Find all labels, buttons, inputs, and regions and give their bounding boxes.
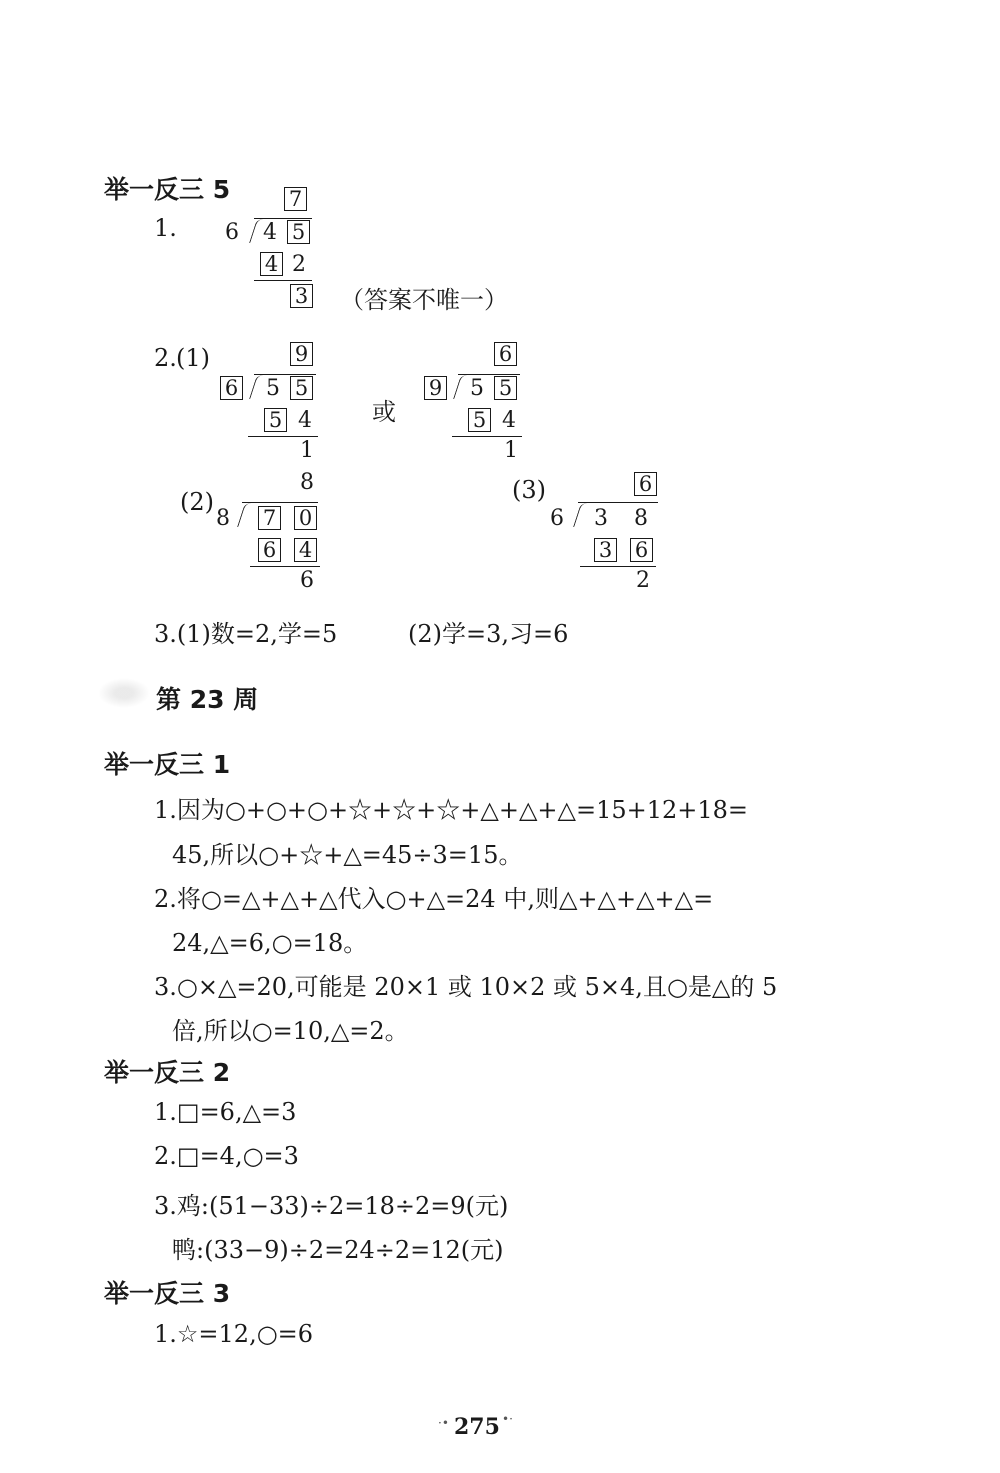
page-footer	[430, 1408, 530, 1448]
sec1-line-2b: 24,△=6,○=18。	[172, 929, 368, 957]
sec2-line-3a: 3.鸡:(51−33)÷2=18÷2=9(元)	[154, 1192, 509, 1220]
q2c-division	[214, 468, 324, 598]
q1-dividend-box: 5	[287, 220, 310, 244]
q2b-division	[422, 336, 532, 466]
q2c-product-box-1: 6	[258, 538, 281, 562]
q3-part2: (2)学=3,习=6	[408, 620, 569, 648]
sec1-line-2a: 2.将○=△+△+△代入○+△=24 中,则△+△+△+△=	[154, 885, 714, 913]
q2d-division	[546, 470, 666, 600]
sec3-line-1: 1.☆=12,○=6	[154, 1320, 314, 1348]
q2b-dividend-box: 5	[494, 376, 517, 400]
q2d-product-box-2: 6	[630, 538, 653, 562]
q2a-dividend-box: 5	[290, 376, 313, 400]
q1-product-digit: 2	[292, 252, 306, 277]
q2b-divisor-box: 9	[424, 376, 447, 400]
q2d-divisor: 6	[550, 506, 564, 531]
q2b-dividend-digit: 5	[470, 376, 484, 401]
sec2-line-3b: 鸭:(33−9)÷2=24÷2=12(元)	[172, 1236, 504, 1264]
sec2-line-1: 1.□=6,△=3	[154, 1098, 297, 1126]
sec1-line-3b: 倍,所以○=10,△=2。	[172, 1017, 409, 1045]
q1-dividend-digit: 4	[263, 220, 277, 245]
section-heading-2: 举一反三 2	[104, 1058, 231, 1087]
q2a-divisor-box: 6	[220, 376, 243, 400]
section-heading-1: 举一反三 1	[104, 750, 231, 779]
section-heading-3: 举一反三 3	[104, 1279, 231, 1308]
q2-number: 2.	[154, 344, 177, 372]
q1-division	[220, 180, 340, 310]
q2b-product-box: 5	[468, 408, 491, 432]
q2a-product-box: 5	[264, 408, 287, 432]
q2a-product-digit: 4	[298, 408, 312, 433]
q1-quotient-box: 7	[284, 187, 307, 211]
week-heading: 第 23 周	[156, 685, 259, 714]
section-heading-5: 举一反三 5	[104, 175, 231, 204]
q2c-product-box-2: 4	[294, 538, 317, 562]
q2d-remainder: 2	[636, 568, 650, 593]
q2c-quotient: 8	[300, 470, 314, 495]
decor-dots-left: ·•	[438, 1416, 449, 1430]
q1-number: 1.	[154, 214, 177, 242]
q2a-dividend-digit: 5	[266, 376, 280, 401]
sec1-line-1a: 1.因为○+○+○+☆+☆+☆+△+△+△=15+12+18=	[154, 796, 749, 824]
q2a-remainder: 1	[300, 438, 314, 463]
decor-dots-right: •·	[502, 1412, 513, 1426]
q2c-remainder: 6	[300, 568, 314, 593]
q2c-dividend-box-2: 0	[294, 506, 317, 530]
page-number: 275	[454, 1414, 500, 1440]
q2-or: 或	[372, 398, 396, 426]
sec1-line-3a: 3.○×△=20,可能是 20×1 或 10×2 或 5×4,且○是△的 5	[154, 973, 778, 1001]
q2d-dividend-digit-1: 3	[594, 506, 608, 531]
q2-part2-label: (2)	[180, 488, 214, 516]
q1-product-box: 4	[260, 252, 283, 276]
q2d-quotient-box: 6	[634, 472, 657, 496]
q2c-divisor: 8	[216, 506, 230, 531]
q2a-quotient-box: 9	[290, 342, 313, 366]
q3-part1: 3.(1)数=2,学=5	[154, 620, 338, 648]
sec2-line-2: 2.□=4,○=3	[154, 1142, 299, 1170]
q2b-product-digit: 4	[502, 408, 516, 433]
q2-part1-label: (1)	[176, 344, 210, 372]
sec1-line-1b: 45,所以○+☆+△=45÷3=15。	[172, 841, 523, 869]
q1-divisor: 6	[225, 220, 239, 245]
q2-part3-label: (3)	[512, 476, 546, 504]
q2b-remainder: 1	[504, 438, 518, 463]
q1-note: （答案不唯一）	[340, 286, 508, 314]
q2d-dividend-digit-2: 8	[634, 506, 648, 531]
q2a-division	[218, 336, 328, 466]
q2c-dividend-box-1: 7	[258, 506, 281, 530]
q2b-quotient-box: 6	[494, 342, 517, 366]
q2d-product-box-1: 3	[594, 538, 617, 562]
q1-remainder-box: 3	[290, 284, 313, 308]
